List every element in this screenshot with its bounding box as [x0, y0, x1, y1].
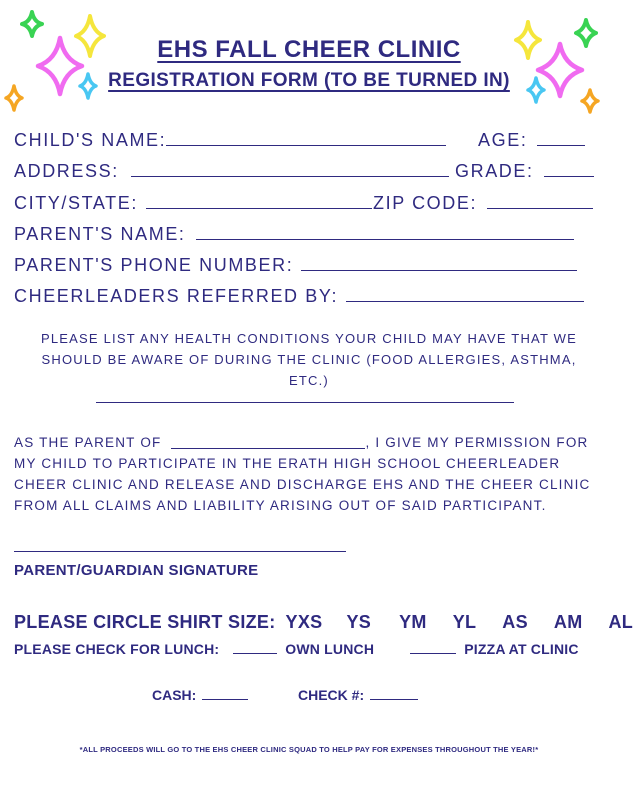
permission-paragraph	[14, 432, 604, 516]
childs-name-label: CHILD'S NAME:	[14, 130, 167, 150]
city-state-row	[14, 193, 372, 214]
shirt-size-ym[interactable]: YM	[399, 612, 427, 632]
permission-line-1-end: , I GIVE MY PERMISSION FOR	[365, 435, 589, 450]
permission-line-4: FROM ALL CLAIMS AND LIABILITY ARISING OUT OF SAID PARTICIPANT.	[14, 498, 547, 513]
footer-note: *ALL PROCEEDS WILL GO TO THE EHS CHEER CLINIC SQUAD TO HELP PAY FOR EXPENSES THROUGHOUT THE YEAR!*	[79, 745, 539, 754]
address-label: ADDRESS:	[14, 161, 119, 181]
grade-row	[455, 161, 594, 182]
signature-label: PARENT/GUARDIAN SIGNATURE	[14, 562, 259, 579]
cheerleaders-referred-label: CHEERLEADERS REFERRED BY:	[14, 286, 339, 306]
health-line-2: SHOULD BE AWARE OF DURING THE CLINIC (FOOD ALLERGIES, ASTHMA,	[41, 352, 577, 367]
zip-code-row	[373, 193, 593, 214]
shirt-size-row	[14, 612, 633, 633]
shirt-size-ys[interactable]: YS	[346, 612, 372, 632]
pizza-label: PIZZA AT CLINIC	[464, 641, 579, 657]
shirt-size-al[interactable]: AL	[608, 612, 633, 632]
age-label: AGE:	[478, 130, 528, 150]
health-conditions-field[interactable]	[96, 402, 514, 403]
cheerleaders-referred-row	[14, 286, 584, 307]
sparkle-green-icon	[22, 12, 42, 36]
grade-field[interactable]	[544, 175, 594, 177]
parents-phone-label: PARENT'S PHONE NUMBER:	[14, 255, 294, 275]
address-row	[14, 161, 449, 182]
health-line-1: PLEASE LIST ANY HEALTH CONDITIONS YOUR CHILD MAY HAVE THAT WE	[40, 331, 578, 346]
parents-name-field[interactable]	[196, 238, 574, 240]
form-title: EHS FALL CHEER CLINIC	[157, 36, 461, 63]
city-state-label: CITY/STATE:	[14, 193, 138, 213]
permission-line-1	[14, 432, 604, 453]
permission-line-2: MY CHILD TO PARTICIPATE IN THE ERATH HIGH SCHOOL CHEERLEADER	[14, 456, 561, 471]
own-lunch-label: OWN LUNCH	[285, 641, 375, 657]
health-conditions-text	[0, 328, 618, 391]
signature-field[interactable]	[14, 551, 346, 552]
form-subtitle: REGISTRATION FORM (TO BE TURNED IN)	[108, 70, 510, 91]
childs-name-field[interactable]	[166, 144, 446, 146]
cash-field[interactable]	[202, 698, 248, 700]
shirt-size-yl[interactable]: YL	[452, 612, 477, 632]
cash-label: CASH:	[152, 687, 197, 703]
childs-name-row	[14, 130, 446, 151]
address-field[interactable]	[131, 175, 449, 177]
shirt-size-am[interactable]: AM	[553, 612, 583, 632]
pizza-checkbox[interactable]	[410, 652, 456, 654]
cash-row	[152, 687, 248, 703]
shirt-size-label: PLEASE CIRCLE SHIRT SIZE:	[14, 612, 276, 632]
child-name-permission-field[interactable]	[171, 447, 365, 449]
check-number-field[interactable]	[370, 698, 418, 700]
lunch-row	[14, 641, 579, 657]
parents-phone-field[interactable]	[301, 269, 577, 271]
city-state-field[interactable]	[146, 207, 372, 209]
age-row	[478, 130, 585, 151]
parents-phone-row	[14, 255, 577, 276]
permission-lead: AS THE PARENT OF	[14, 435, 162, 450]
zip-code-field[interactable]	[487, 207, 593, 209]
own-lunch-checkbox[interactable]	[233, 652, 277, 654]
permission-line-3: CHEER CLINIC AND RELEASE AND DISCHARGE EHS AND THE CHEER CLINIC	[14, 477, 591, 492]
parents-name-label: PARENT'S NAME:	[14, 224, 186, 244]
shirt-size-yxs[interactable]: YXS	[285, 612, 323, 632]
grade-label: GRADE:	[455, 161, 534, 181]
age-field[interactable]	[537, 144, 585, 146]
check-row	[298, 687, 418, 703]
zip-code-label: ZIP CODE:	[373, 193, 478, 213]
parents-name-row	[14, 224, 574, 245]
cheerleaders-referred-field[interactable]	[346, 300, 584, 302]
lunch-label: PLEASE CHECK FOR LUNCH:	[14, 641, 220, 657]
sparkle-orange-icon	[582, 90, 598, 112]
shirt-size-as[interactable]: AS	[502, 612, 528, 632]
check-label: CHECK #:	[298, 687, 365, 703]
health-line-3: ETC.)	[289, 373, 329, 388]
